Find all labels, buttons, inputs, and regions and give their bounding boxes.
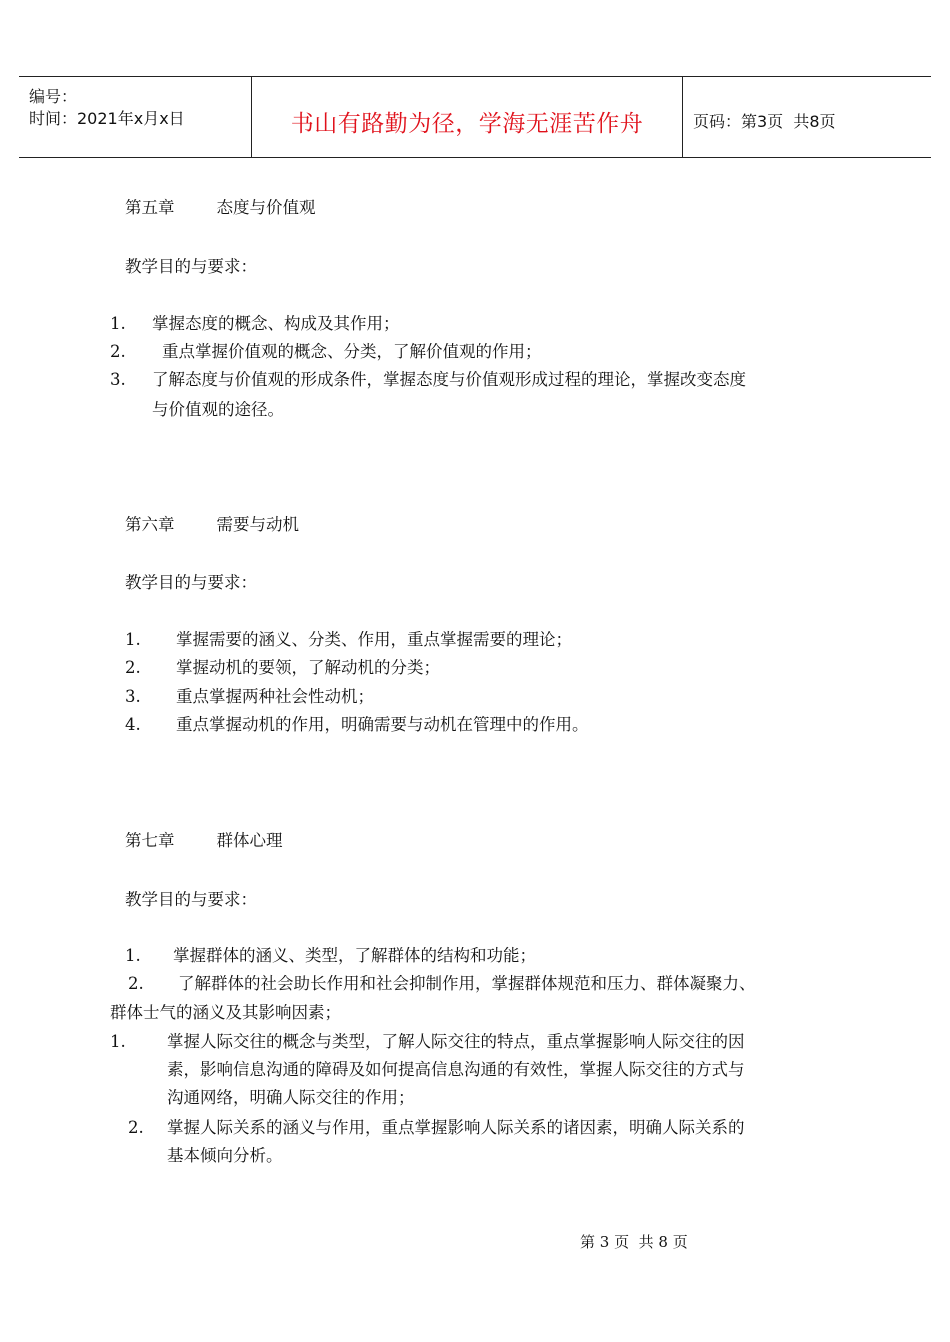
list-item: 重点掌握价值观的概念、分类，了解价值观的作用； bbox=[162, 342, 542, 361]
list-item: 重点掌握动机的作用，明确需要与动机在管理中的作用。 bbox=[176, 715, 589, 734]
chapter-7-title: 第七章 群体心理 bbox=[125, 831, 283, 850]
chapter-5-title: 第五章 态度与价值观 bbox=[125, 198, 316, 217]
chapter-6-title: 第六章 需要与动机 bbox=[125, 515, 299, 534]
list-item: 掌握态度的概念、构成及其作用； bbox=[152, 314, 400, 333]
list-number: 2. bbox=[125, 658, 141, 677]
chapter-5-goal-heading: 教学目的与要求： bbox=[125, 257, 257, 276]
header-page-cell bbox=[683, 77, 931, 157]
chapter-7-goal-heading: 教学目的与要求： bbox=[125, 890, 257, 909]
list-number: 3. bbox=[125, 687, 141, 706]
list-number: 3. bbox=[110, 370, 126, 389]
list-item-continuation: 沟通网络，明确人际交往的作用； bbox=[167, 1088, 415, 1107]
page-number-label: 页码：第3页 共8页 bbox=[693, 112, 836, 131]
page-header bbox=[19, 76, 931, 158]
header-motto-cell bbox=[252, 77, 683, 157]
list-number: 1. bbox=[125, 630, 141, 649]
list-number: 2. bbox=[128, 1118, 144, 1137]
list-number: 1. bbox=[125, 946, 141, 965]
chapter-6-goal-heading: 教学目的与要求： bbox=[125, 573, 257, 592]
date-label: 时间：2021年x月x日 bbox=[29, 109, 185, 128]
list-item: 了解群体的社会助长作用和社会抑制作用，掌握群体规范和压力、群体凝聚力、 bbox=[178, 974, 756, 993]
list-number: 2. bbox=[128, 974, 144, 993]
list-item: 了解态度与价值观的形成条件，掌握态度与价值观形成过程的理论，掌握改变态度 bbox=[152, 370, 746, 389]
page-footer: 第 3 页 共 8 页 bbox=[580, 1233, 688, 1251]
list-item-continuation: 群体士气的涵义及其影响因素； bbox=[110, 1003, 341, 1022]
motto: 书山有路勤为径，学海无涯苦作舟 bbox=[290, 111, 644, 137]
list-item: 掌握动机的要领，了解动机的分类； bbox=[176, 658, 440, 677]
list-number: 2. bbox=[110, 342, 126, 361]
list-item: 掌握人际交往的概念与类型，了解人际交往的特点，重点掌握影响人际交往的因 bbox=[167, 1032, 745, 1051]
list-item-continuation: 与价值观的途径。 bbox=[152, 400, 284, 419]
header-meta-cell bbox=[19, 77, 252, 157]
list-number: 4. bbox=[125, 715, 141, 734]
serial-number-label: 编号： bbox=[29, 87, 78, 106]
list-item: 掌握需要的涵义、分类、作用，重点掌握需要的理论； bbox=[176, 630, 572, 649]
list-number: 1. bbox=[110, 314, 126, 333]
list-item: 掌握人际关系的涵义与作用，重点掌握影响人际关系的诸因素，明确人际关系的 bbox=[167, 1118, 745, 1137]
list-item-continuation: 基本倾向分析。 bbox=[167, 1146, 283, 1165]
list-item: 掌握群体的涵义、类型，了解群体的结构和功能； bbox=[173, 946, 536, 965]
list-number: 1. bbox=[110, 1032, 126, 1051]
list-item: 重点掌握两种社会性动机； bbox=[176, 687, 374, 706]
list-item-continuation: 素，影响信息沟通的障碍及如何提高信息沟通的有效性，掌握人际交往的方式与 bbox=[167, 1060, 745, 1079]
